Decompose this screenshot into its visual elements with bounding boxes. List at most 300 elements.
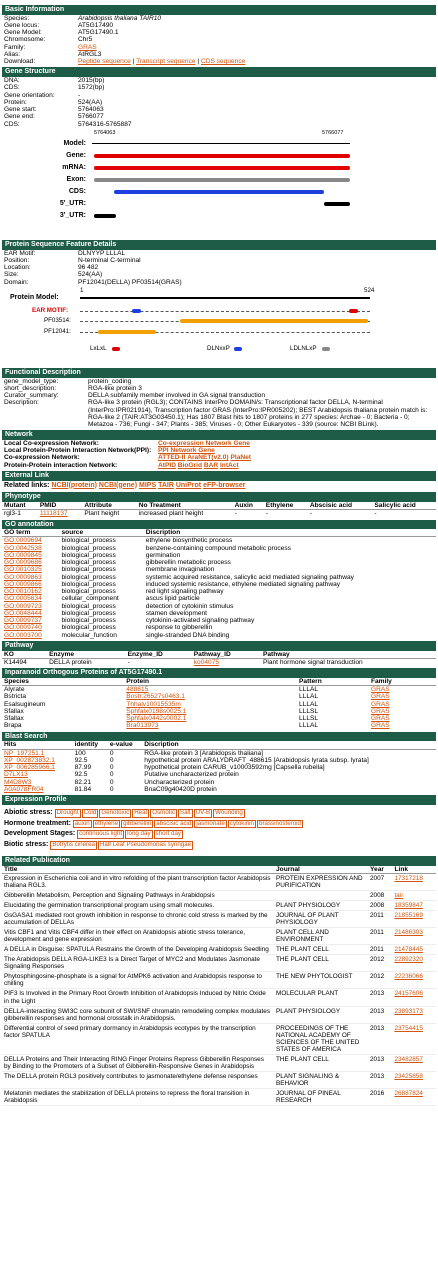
- table-cell[interactable]: M4D8W3: [4, 778, 32, 786]
- track-gene-label: Gene:: [66, 151, 86, 159]
- column-header: Abscisic acid: [308, 502, 373, 510]
- pf12041-domain-bar: [98, 330, 156, 334]
- info-value[interactable]: GRAS: [78, 43, 97, 51]
- table-row: [2, 911, 436, 928]
- table-row: [2, 722, 436, 729]
- table-row: [2, 1071, 436, 1088]
- expression-tag[interactable]: long day: [127, 830, 151, 838]
- table-row: [2, 901, 436, 911]
- expression-tag[interactable]: short day: [155, 830, 181, 838]
- table-row: [2, 693, 436, 700]
- table-cell: PLANT PHYSIOLOGY: [276, 902, 341, 910]
- column-header: KO: [2, 651, 47, 659]
- table-cell[interactable]: GRAS: [370, 693, 390, 701]
- header-row: [2, 529, 436, 537]
- table-cell[interactable]: GRAS: [370, 715, 390, 723]
- column-header: Mutant: [2, 502, 38, 510]
- table-row: [2, 873, 436, 890]
- column-header: Species: [2, 678, 124, 686]
- column-header: Family: [369, 678, 436, 686]
- expression-tag[interactable]: jasmonate: [196, 819, 225, 827]
- table-cell[interactable]: GRAS: [370, 722, 390, 730]
- section-orthologs: Inparanoid Orthogous Proteins of AT5G17490.1: [2, 668, 436, 678]
- expression-tag[interactable]: ethylene: [94, 819, 119, 827]
- section-gene-structure: Gene Structure: [2, 67, 436, 77]
- table-cell: MOLECULAR PLANT: [276, 990, 339, 998]
- info-row: [2, 250, 436, 257]
- table-cell: GsGASA1 mediated root growth inhibition in response to chronic cold stress is marked by the accumulation of DELLAs: [4, 912, 268, 927]
- table-cell: 92.5: [74, 771, 88, 779]
- table-cell: 2013: [370, 990, 385, 998]
- table-cell[interactable]: 21486303: [394, 929, 423, 937]
- legend-ldlnlxp: LDLNLxP: [290, 344, 317, 352]
- expression-tag[interactable]: Half Leaf Pseudomonas syringae: [99, 841, 192, 849]
- table-cell: The DELLA protein RGL3 positively contributes to jasmonate/ethylene defense responses: [4, 1072, 258, 1080]
- table-cell: DELLA Proteins and Their Interacting RING Finger Proteins Repress Gibberellin Responses by Binding to the Promoters of a Subset of Gibberellin-Responsive Genes in Arabidopsis: [4, 1055, 264, 1070]
- table-cell: 92.5: [74, 756, 88, 764]
- header-row: [2, 651, 436, 659]
- table-cell[interactable]: GO:0009737: [4, 617, 42, 625]
- info-value: Chr5: [78, 36, 93, 44]
- table-cell: benzene-containing compound metabolic process: [145, 544, 291, 552]
- table-cell[interactable]: 23482857: [394, 1055, 423, 1063]
- table-cell: 2016: [370, 1090, 385, 1098]
- table-row: [2, 764, 436, 771]
- table-cell[interactable]: Bra013973: [126, 722, 159, 730]
- external-link[interactable]: UniProt: [175, 481, 202, 489]
- protein-start-label: 1: [80, 286, 84, 294]
- expression-tag[interactable]: brassinosteroid: [259, 819, 301, 827]
- info-row: [2, 271, 436, 278]
- table-row: [2, 581, 436, 588]
- table-cell: Phytosphingosine-phosphate is a signal for AtMPK6 activation and Arabidopsis response to chilling: [4, 973, 262, 988]
- table-cell: systemic acquired resistance, salicylic acid mediated signaling pathway: [145, 573, 354, 581]
- table-cell: THE PLANT CELL: [276, 1055, 329, 1063]
- info-value: AT5G17490: [78, 21, 114, 29]
- table-cell: DELLA protein: [49, 658, 92, 666]
- table-cell[interactable]: Thhalv10015535m: [126, 700, 181, 708]
- track-model-label: Model:: [63, 139, 86, 147]
- info-key: CDS:: [4, 120, 20, 128]
- table-cell: induced systemic resistance, ethylene mediated signaling pathway: [145, 580, 341, 588]
- table-row: [2, 624, 436, 631]
- network-key: Local Protein-Protein Interaction Network(PPI):: [4, 447, 152, 455]
- expression-tag[interactable]: gibberellin: [123, 819, 152, 827]
- table-cell[interactable]: Sphfalx0442s0002.1: [126, 715, 187, 723]
- network-link[interactable]: Co-expression Network Gene: [158, 439, 250, 447]
- table-cell[interactable]: 22236066: [394, 973, 423, 981]
- legend-dlnxxp: DLNxxP: [207, 344, 230, 352]
- expression-tag[interactable]: Wounding: [215, 808, 243, 816]
- basic-info-table: [2, 15, 436, 59]
- column-header: Hits: [2, 741, 73, 749]
- info-key: Location:: [4, 264, 31, 272]
- table-cell: Elucidating the germination transcriptional program using small molecules.: [4, 902, 215, 910]
- table-row: [2, 786, 436, 793]
- table-cell: 2007: [370, 874, 385, 882]
- table-cell: 0: [109, 756, 114, 764]
- info-value: RGA-like protein 3: [88, 384, 142, 392]
- table-cell[interactable]: Bostr.26527s0463.1: [126, 693, 185, 701]
- table-cell[interactable]: GO:0005634: [4, 595, 42, 603]
- model-start-label: 5764063: [94, 129, 116, 136]
- info-row: [2, 121, 436, 128]
- expression-tag[interactable]: auxin: [74, 819, 90, 827]
- table-cell: 0: [109, 785, 114, 793]
- column-header: Protein: [124, 678, 297, 686]
- network-link[interactable]: BAR: [203, 461, 219, 469]
- table-cell[interactable]: NP_197251.1: [4, 749, 45, 757]
- expression-tag[interactable]: UV-B: [195, 808, 211, 816]
- info-value: AT5G17490.1: [78, 29, 119, 37]
- table-cell: 0: [109, 771, 114, 779]
- info-value: 1572(bp): [78, 84, 105, 92]
- table-cell: biological_process: [61, 588, 116, 596]
- dln-motif-marker: [132, 309, 141, 313]
- protein-axis: [80, 297, 370, 299]
- column-header: Pathway: [261, 651, 436, 659]
- network-link[interactable]: PlaNet: [230, 454, 251, 462]
- network-row: [2, 454, 436, 461]
- table-cell[interactable]: tair: [394, 891, 404, 899]
- table-cell[interactable]: GO:0042538: [4, 544, 42, 552]
- table-row: [2, 701, 436, 708]
- table-cell[interactable]: GRAS: [370, 686, 390, 694]
- table-cell: biological_process: [61, 573, 116, 581]
- info-key: Size:: [4, 271, 19, 279]
- utr3-bar: [94, 214, 116, 218]
- table-row: [2, 708, 436, 715]
- external-link[interactable]: NCBI(protein): [51, 481, 97, 489]
- gene-bar: [94, 154, 350, 158]
- info-key: Family:: [4, 43, 26, 51]
- info-key: Gene end:: [4, 113, 35, 121]
- table-cell: Vitis CBF1 and Vitis CBF4 differ in their effect on Arabidopsis abiotic stress tolerance, development and gene expression: [4, 929, 246, 944]
- table-cell[interactable]: GRAS: [370, 700, 390, 708]
- table-cell[interactable]: 24157606: [394, 990, 423, 998]
- table-row: [2, 588, 436, 595]
- info-value: PF12041(DELLA) PF03514(GRAS): [78, 278, 182, 286]
- column-header: No Treatment: [137, 502, 233, 510]
- gene-structure-table: [2, 77, 436, 128]
- network-link[interactable]: IntAct: [219, 461, 239, 469]
- expression-tag[interactable]: cytokinin: [229, 819, 254, 827]
- table-cell[interactable]: GO:0009694: [4, 537, 42, 545]
- table-cell: stamen development: [145, 609, 207, 617]
- expression-tag[interactable]: Drought: [56, 808, 79, 816]
- info-value: DLNYYP LLLAL: [78, 249, 126, 257]
- table-cell[interactable]: A0A078FR04: [4, 785, 44, 793]
- column-header: GO term: [2, 529, 60, 537]
- table-cell[interactable]: GO:0009866: [4, 580, 42, 588]
- info-key: gene_model_type:: [4, 377, 59, 385]
- table-cell: ethylene biosynthetic process: [145, 537, 233, 545]
- expression-row: [4, 820, 434, 829]
- table-cell[interactable]: 26887824: [394, 1090, 423, 1098]
- table-cell: biological_process: [61, 624, 116, 632]
- protein-model-diagram: [2, 286, 436, 366]
- peptide-sequence-link[interactable]: Peptide sequence: [78, 58, 131, 66]
- table-cell: THE PLANT CELL: [276, 946, 329, 954]
- header-row: [2, 741, 436, 749]
- expression-tag[interactable]: Osmotic: [152, 808, 175, 816]
- table-cell[interactable]: GRAS: [370, 707, 390, 715]
- pf03514-label: PF03514:: [44, 316, 71, 324]
- table-row: [2, 559, 436, 566]
- section-functional-description: Functional Description: [2, 368, 436, 378]
- info-row: [2, 378, 436, 385]
- external-link[interactable]: NCBI(gene): [98, 481, 138, 489]
- table-cell: Alyrate: [4, 686, 25, 694]
- table-cell[interactable]: Sphfalx0198s0025.1: [126, 707, 187, 715]
- column-header: Journal: [274, 866, 368, 874]
- table-cell: 0: [109, 764, 114, 771]
- info-row: [2, 399, 436, 428]
- table-row: [2, 632, 436, 639]
- expression-tag[interactable]: Genotoxic: [101, 808, 130, 816]
- column-header: Salicylic acid: [372, 502, 436, 510]
- expression-rows: [2, 805, 436, 854]
- network-link[interactable]: BioGrid: [177, 461, 202, 469]
- table-cell: 2013: [370, 1072, 385, 1080]
- protein-end-label: 524: [364, 286, 375, 294]
- column-header: Title: [2, 866, 274, 874]
- pathway-table: [2, 651, 436, 667]
- table-cell: LLLSL: [299, 707, 319, 715]
- table-cell: Plant height: [84, 510, 120, 518]
- expression-tag[interactable]: Cold: [83, 808, 97, 816]
- expression-tag[interactable]: continuous light: [79, 830, 123, 838]
- expression-row: [4, 841, 434, 850]
- table-cell: -: [374, 510, 377, 518]
- table-cell: red light signaling pathway: [145, 588, 224, 596]
- info-row: [2, 22, 436, 29]
- section-related-publication: Related Publication: [2, 856, 436, 866]
- table-row: [2, 1006, 436, 1023]
- table-cell[interactable]: GO:0010162: [4, 588, 42, 596]
- table-cell: LLLAL: [299, 686, 319, 694]
- table-cell: biological_process: [61, 537, 116, 545]
- column-header: Link: [392, 866, 436, 874]
- cds-sequence-link[interactable]: CDS sequence: [200, 58, 246, 66]
- table-cell: Sfallax: [4, 715, 24, 723]
- column-header: Year: [368, 866, 392, 874]
- network-link[interactable]: AtPID: [158, 461, 176, 469]
- table-row: [2, 890, 436, 900]
- table-cell: biological_process: [61, 580, 116, 588]
- external-link[interactable]: MIPS: [139, 481, 157, 489]
- legend-dlnxxp-swatch: [234, 347, 242, 351]
- exon-bar: [94, 178, 350, 182]
- section-blast-search: Blast Search: [2, 732, 436, 742]
- table-cell[interactable]: XP_006285966.1: [4, 764, 55, 771]
- network-row: [2, 440, 436, 447]
- table-cell: 2012: [370, 956, 385, 964]
- expression-tag[interactable]: abscisic acid: [156, 819, 192, 827]
- header-row: [2, 866, 436, 874]
- column-header: Pathway_ID: [192, 651, 261, 659]
- table-row: [2, 686, 436, 694]
- table-cell[interactable]: GO:0009845: [4, 551, 42, 559]
- table-cell: Esalsugineum: [4, 700, 46, 708]
- table-cell: PLANT PHYSIOLOGY: [276, 1007, 341, 1015]
- publication-table: [2, 866, 436, 1107]
- table-cell[interactable]: D7LX13: [4, 771, 28, 779]
- table-cell[interactable]: 22892320: [394, 956, 423, 964]
- external-link[interactable]: TAIR: [158, 481, 174, 489]
- table-cell: detection of cytokinin stimulus: [145, 602, 234, 610]
- table-cell: biological_process: [61, 617, 116, 625]
- section-go-annotation: GO annotation: [2, 520, 436, 530]
- network-links: [156, 440, 436, 447]
- info-row: [2, 264, 436, 271]
- expression-tag[interactable]: Salt: [179, 808, 191, 816]
- table-cell[interactable]: XP_002873832.1: [4, 756, 55, 764]
- track-cds-label: CDS:: [68, 187, 86, 195]
- table-cell: 87.99: [74, 764, 92, 771]
- table-cell[interactable]: 21855169: [394, 912, 423, 920]
- table-cell: rgl3-1: [4, 510, 21, 518]
- info-row: [2, 84, 436, 91]
- table-cell: 2011: [370, 946, 384, 954]
- table-cell[interactable]: 23425858: [394, 1072, 423, 1080]
- info-key: Protein:: [4, 98, 27, 106]
- network-key: Co-expression Network:: [4, 454, 80, 462]
- table-cell: 2013: [370, 1007, 385, 1015]
- table-cell[interactable]: GO:0009723: [4, 602, 42, 610]
- network-table: [2, 440, 436, 469]
- table-cell: 0: [109, 749, 114, 757]
- table-row: [2, 658, 436, 666]
- table-cell[interactable]: 11118137: [39, 510, 68, 518]
- table-cell[interactable]: GO:0009740: [4, 624, 42, 632]
- info-value: 5764316-5765887: [78, 120, 132, 128]
- table-cell: LLLAL: [299, 693, 319, 701]
- table-row: [2, 610, 436, 617]
- table-cell: PROCEEDINGS OF THE NATIONAL ACADEMY OF SCIENCES OF THE UNITED STATES OF AMERICA: [276, 1024, 360, 1053]
- column-header: Ethylene: [264, 502, 308, 510]
- table-cell[interactable]: 18359847: [394, 902, 423, 910]
- table-cell: -: [309, 510, 313, 518]
- table-cell: 82.21: [74, 778, 92, 786]
- network-links: [156, 462, 436, 469]
- pf03514-domain-bar: [180, 319, 368, 323]
- column-header: source: [60, 529, 144, 537]
- table-cell: Brapa: [4, 722, 22, 730]
- column-header: PMID: [38, 502, 83, 510]
- table-cell[interactable]: GO:0048444: [4, 609, 42, 617]
- section-expression-profile: Expression Profile: [2, 795, 436, 805]
- column-header: Discription: [144, 529, 436, 537]
- section-protein-feature: Protein Sequence Feature Details: [2, 240, 436, 250]
- network-link[interactable]: PPI Network Gene: [158, 447, 215, 455]
- transcript-sequence-link[interactable]: Transcript sequence: [136, 58, 196, 66]
- info-key: Gene Model:: [4, 29, 42, 37]
- table-cell: -: [234, 510, 237, 518]
- info-value: 5764063: [78, 106, 104, 114]
- external-links-row: [2, 481, 436, 491]
- table-cell: 0: [109, 778, 114, 786]
- table-cell: -: [265, 510, 268, 518]
- table-cell: Uncharacterized protein: [144, 778, 215, 786]
- table-cell: THE PLANT CELL: [276, 956, 329, 964]
- expression-tag[interactable]: Heat: [134, 808, 148, 816]
- download-links: Peptide sequence | Transcript sequence | CDS sequence: [78, 58, 246, 66]
- network-key: Protein-Protein interaction Network:: [4, 461, 118, 469]
- info-row: [2, 99, 436, 106]
- table-cell: cytokinin-activated signaling pathway: [145, 617, 255, 625]
- table-row: [2, 545, 436, 552]
- table-cell: LLLAL: [299, 700, 319, 708]
- table-row: [2, 510, 436, 518]
- header-row: [2, 502, 436, 510]
- table-row: [2, 537, 436, 545]
- network-link[interactable]: ATTED-II: [158, 454, 186, 462]
- track-mrna-label: mRNA:: [62, 163, 86, 171]
- ear-motif-label: EAR MOTIF:: [32, 306, 69, 314]
- table-row: [2, 749, 436, 757]
- table-cell[interactable]: ko04075: [193, 658, 220, 666]
- column-header: Enzyme_ID: [126, 651, 192, 659]
- section-phenotype: Phynotype: [2, 492, 436, 502]
- utr5-bar: [324, 202, 350, 206]
- table-cell: single-stranded DNA binding: [145, 631, 230, 639]
- table-cell: biological_process: [61, 544, 116, 552]
- table-row: [2, 566, 436, 573]
- table-cell[interactable]: 23893173: [394, 1007, 423, 1015]
- column-header: Enzyme: [47, 651, 126, 659]
- info-value: -: [78, 91, 81, 99]
- info-key: Gene orientation:: [4, 91, 55, 99]
- table-cell[interactable]: 21478445: [394, 946, 423, 954]
- table-cell[interactable]: GO:0009863: [4, 573, 42, 581]
- info-value: Arabidopsis thaliana TAIR10: [78, 14, 162, 22]
- table-cell: Gibberellin Metabolism, Perception and Signaling Pathways in Arabidopsis: [4, 891, 215, 899]
- table-row: [2, 595, 436, 602]
- table-cell: germination: [145, 551, 181, 559]
- model-end-label: 5766077: [322, 129, 344, 136]
- external-link[interactable]: eFP-browser: [203, 481, 246, 489]
- table-cell: THE NEW PHYTOLOGIST: [276, 973, 353, 981]
- phenotype-table: [2, 502, 436, 518]
- table-cell[interactable]: GO:0003700: [4, 631, 42, 639]
- info-row: [2, 279, 436, 286]
- section-pathway: Pathway: [2, 641, 436, 651]
- table-cell: cellular_component: [61, 595, 119, 603]
- table-cell[interactable]: GO:0009686: [4, 559, 42, 567]
- table-row: [2, 1054, 436, 1071]
- table-cell[interactable]: 488615: [126, 686, 149, 694]
- network-link[interactable]: AraNET(v2.0): [187, 454, 229, 462]
- table-cell[interactable]: 17317218: [394, 874, 423, 882]
- table-row: [2, 552, 436, 559]
- table-cell: 2012: [370, 973, 385, 981]
- track-3utr-label: 3'_UTR:: [59, 211, 86, 219]
- info-value: 524(AA): [78, 98, 103, 106]
- table-cell: increased plant height: [138, 510, 204, 518]
- info-key: Gene start:: [4, 106, 37, 114]
- table-cell: K14494: [4, 658, 27, 666]
- info-value: DELLA subfamily member involved in GA signal transduction: [88, 392, 266, 399]
- table-cell: 2013: [370, 1055, 385, 1063]
- table-cell[interactable]: 23754415: [394, 1024, 423, 1032]
- table-row: [2, 757, 436, 764]
- table-cell: Plant hormone signal transduction: [262, 658, 363, 666]
- table-cell: membrane invagination: [145, 566, 215, 574]
- expression-tag[interactable]: Botrytis cinerea: [52, 841, 95, 849]
- table-cell[interactable]: GO:0010325: [4, 566, 42, 574]
- column-header: identity: [73, 741, 108, 749]
